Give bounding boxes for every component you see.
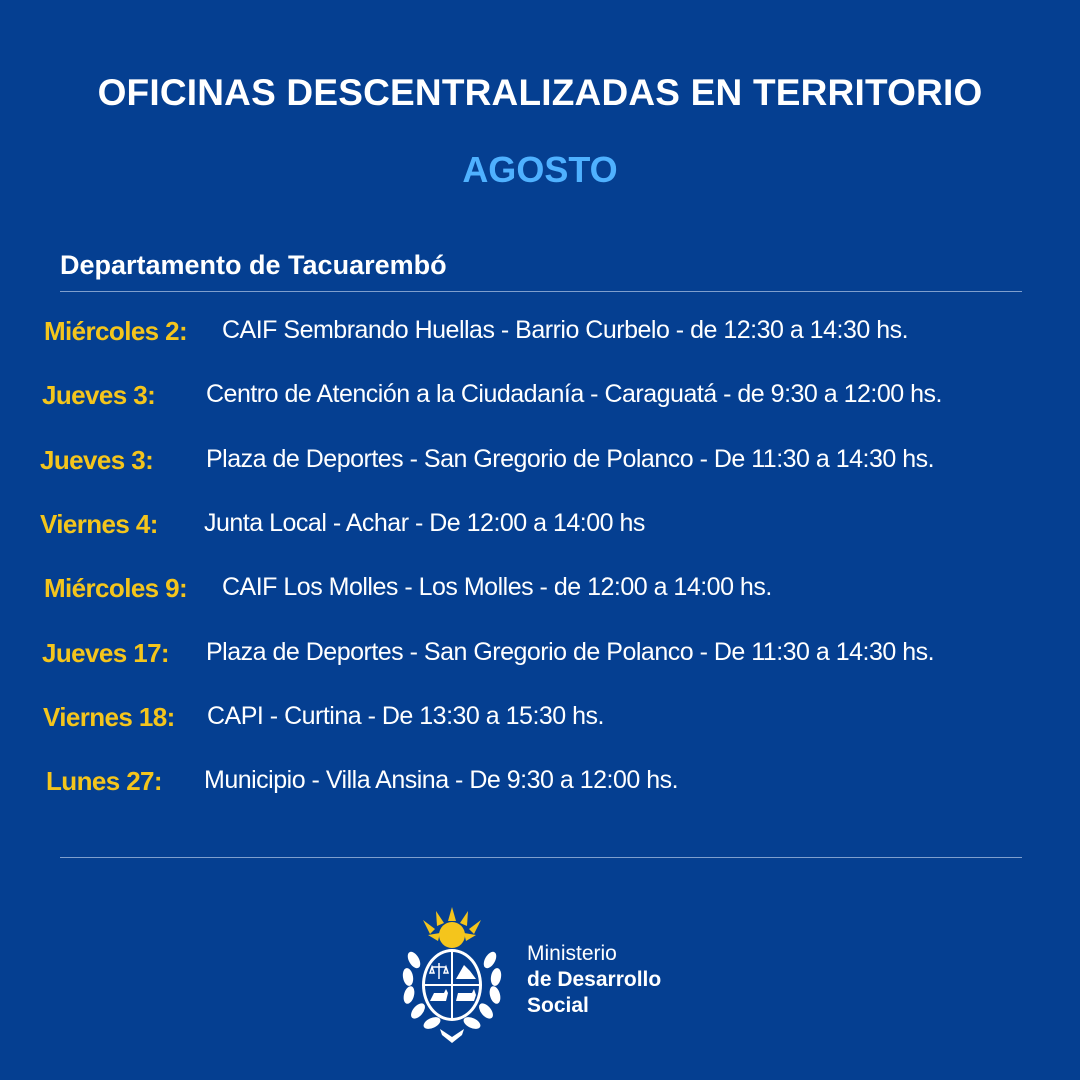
- schedule-detail: Municipio - Villa Ansina - De 9:30 a 12:00 hs.: [204, 766, 679, 794]
- schedule-row: [0, 766, 1080, 806]
- schedule-detail: CAPI - Curtina - De 13:30 a 15:30 hs.: [207, 702, 604, 730]
- schedule-row: [0, 702, 1080, 742]
- schedule-detail: CAIF Los Molles - Los Molles - de 12:00 a 14:00 hs.: [222, 573, 772, 601]
- schedule-detail: Plaza de Deportes - San Gregorio de Polanco - De 11:30 a 14:30 hs.: [206, 445, 935, 473]
- schedule-day: Jueves 17:: [42, 638, 169, 668]
- month-title: AGOSTO: [462, 149, 618, 190]
- ministry-line-1: Ministerio: [527, 942, 617, 965]
- schedule-row: [0, 573, 1080, 613]
- schedule-detail: Plaza de Deportes - San Gregorio de Polanco - De 11:30 a 14:30 hs.: [206, 638, 935, 666]
- schedule-day: Lunes 27:: [46, 766, 162, 796]
- schedule-day: Jueves 3:: [42, 380, 156, 410]
- schedule-row: [0, 445, 1080, 485]
- schedule-row: [0, 638, 1080, 678]
- schedule-day: Viernes 4:: [40, 509, 158, 539]
- bottom-divider: [60, 857, 1022, 858]
- top-divider: [60, 291, 1022, 292]
- schedule-day: Jueves 3:: [40, 445, 154, 475]
- ministry-line-2: de Desarrollo: [527, 968, 662, 991]
- schedule-detail: Junta Local - Achar - De 12:00 a 14:00 hs: [204, 509, 645, 537]
- schedule-day: Viernes 18:: [43, 702, 175, 732]
- schedule-row: [0, 509, 1080, 549]
- schedule-detail: CAIF Sembrando Huellas - Barrio Curbelo - de 12:30 a 14:30 hs.: [222, 316, 909, 344]
- schedule-row: [0, 380, 1080, 420]
- ministry-line-3: Social: [527, 994, 589, 1017]
- poster-title: OFICINAS DESCENTRALIZADAS EN TERRITORIO: [97, 72, 983, 113]
- coat-of-arms-icon: [396, 905, 508, 1047]
- schedule-detail: Centro de Atención a la Ciudadanía - Caraguatá - de 9:30 a 12:00 hs.: [206, 380, 942, 408]
- schedule-day: Miércoles 2:: [44, 316, 188, 346]
- department-title: Departamento de Tacuarembó: [60, 250, 447, 280]
- ministry-name: [527, 941, 661, 1019]
- schedule-day: Miércoles 9:: [44, 573, 188, 603]
- schedule-row: [0, 316, 1080, 356]
